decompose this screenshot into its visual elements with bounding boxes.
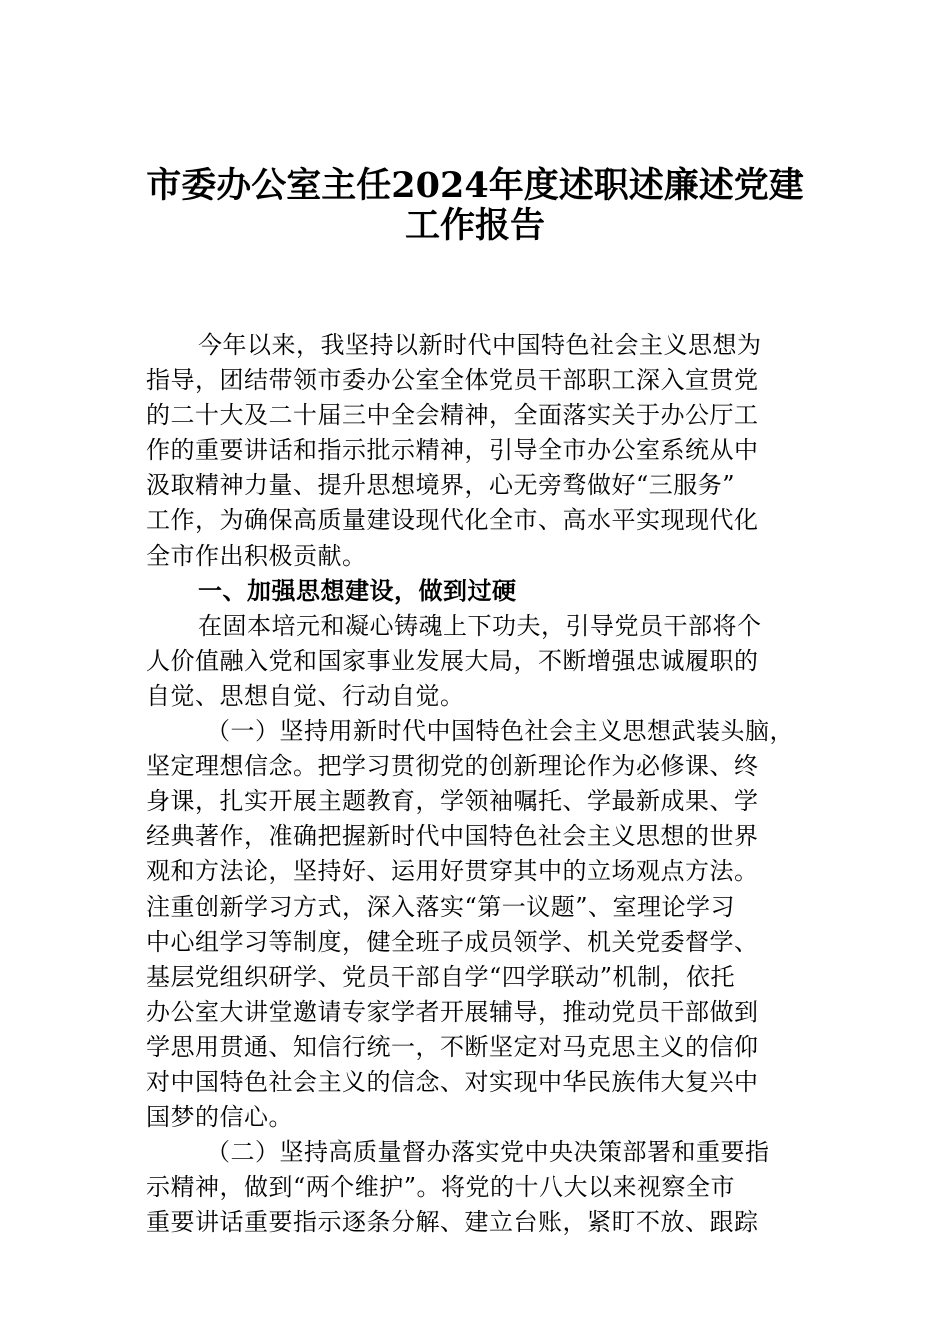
document-title-line-2: 工作报告 — [404, 205, 545, 246]
subsection-1-line: 对中国特色社会主义的信念、对实现中华民族伟大复兴中 — [146, 1067, 759, 1096]
subsection-1-line: 观和方法论，坚持好、运用好贯穿其中的立场观点方法。 — [146, 857, 759, 886]
subsection-2-line: 重要讲话重要指示逐条分解、建立台账，紧盯不放、跟踪 — [146, 1208, 759, 1237]
paragraph-intro-line: 汲取精神力量、提升思想境界，心无旁骛做好“三服务” — [146, 471, 736, 500]
section-heading-1: 一、加强思想建设，做到过硬 — [198, 576, 517, 605]
subsection-1-line: 中心组学习等制度，健全班子成员领学、机关党委督学、 — [146, 927, 759, 956]
subsection-1-line: （一）坚持用新时代中国特色社会主义思想武装头脑， — [206, 717, 794, 746]
subsection-1-line: 注重创新学习方式，深入落实“第一议题”、室理论学习 — [146, 892, 736, 921]
paragraph-intro-line: 指导，团结带领市委办公室全体党员干部职工深入宣贯党 — [146, 366, 759, 395]
paragraph-intro-line: 今年以来，我坚持以新时代中国特色社会主义思想为 — [198, 331, 762, 359]
document-body — [146, 328, 806, 1240]
subsection-1-line: 基层党组织研学、党员干部自学“四学联动”机制，依托 — [146, 962, 736, 991]
subsection-1-line: 办公室大讲堂邀请专家学者开展辅导，推动党员干部做到 — [146, 997, 759, 1026]
paragraph-section-1-line: 人价值融入党和国家事业发展大局，不断增强忠诚履职的 — [146, 646, 759, 675]
subsection-1-line: 学思用贯通、知信行统一，不断坚定对马克思主义的信仰 — [146, 1032, 759, 1061]
subsection-1-line: 身课，扎实开展主题教育，学领袖嘱托、学最新成果、学 — [146, 787, 759, 816]
paragraph-section-1-line: 在固本培元和凝心铸魂上下功夫，引导党员干部将个 — [198, 611, 762, 640]
paragraph-intro-line: 作的重要讲话和指示批示精神，引导全市办公室系统从中 — [146, 436, 759, 465]
document-title-line-1: 市委办公室主任2024年度述职述廉述党建 — [146, 165, 804, 206]
paragraph-intro-line: 工作，为确保高质量建设现代化全市、高水平实现现代化 — [146, 506, 759, 535]
paragraph-section-1-line: 自觉、思想自觉、行动自觉。 — [146, 681, 465, 710]
paragraph-intro-line: 的二十大及二十届三中全会精神，全面落实关于办公厅工 — [146, 401, 759, 430]
subsection-1-line: 坚定理想信念。把学习贯彻党的创新理论作为必修课、终 — [146, 752, 759, 781]
subsection-1-line: 经典著作，准确把握新时代中国特色社会主义思想的世界 — [146, 822, 759, 851]
subsection-2-line: 示精神，做到“两个维护”。将党的十八大以来视察全市 — [146, 1173, 736, 1202]
subsection-2-line: （二）坚持高质量督办落实党中央决策部署和重要指 — [206, 1138, 770, 1167]
paragraph-intro-line: 全市作出积极贡献。 — [146, 541, 367, 570]
subsection-1-line: 国梦的信心。 — [146, 1103, 293, 1132]
